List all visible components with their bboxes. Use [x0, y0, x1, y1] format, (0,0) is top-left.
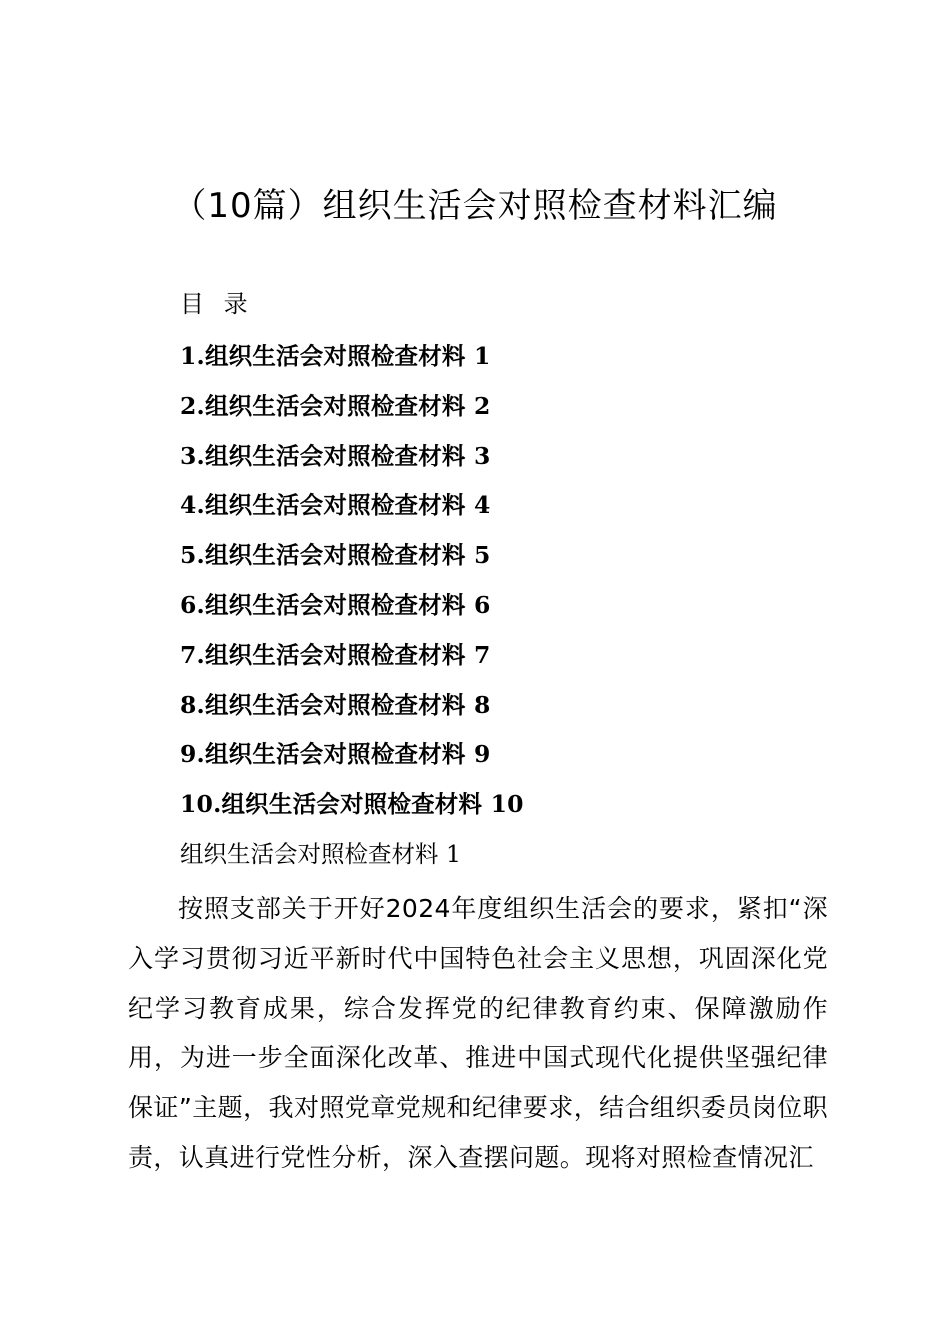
toc-item-number: 6. — [180, 590, 205, 619]
toc-item[interactable] — [180, 386, 524, 436]
toc-item-number: 5. — [180, 541, 205, 570]
toc-item-index: 7 — [474, 640, 491, 669]
toc-item-label: 组织生活会对照检查材料 — [204, 690, 466, 719]
toc-item-index: 8 — [474, 690, 491, 719]
toc-item-number: 1. — [180, 342, 205, 370]
toc-item-index: 1 — [474, 342, 491, 370]
toc-item[interactable] — [180, 784, 524, 834]
toc-item-number: 10. — [180, 790, 222, 819]
toc-item-index: 3 — [474, 441, 491, 470]
toc-item[interactable] — [180, 635, 524, 685]
toc-item-index: 10 — [490, 790, 524, 819]
toc-item-index: 2 — [474, 391, 491, 420]
toc-item-label: 组织生活会对照检查材料 — [204, 740, 466, 769]
toc-item-number: 2. — [180, 391, 205, 420]
toc-item-index: 5 — [474, 541, 491, 570]
toc-item[interactable] — [180, 436, 524, 486]
toc-item[interactable] — [180, 685, 524, 735]
toc-item-label: 组织生活会对照检查材料 — [204, 491, 466, 520]
toc-item[interactable] — [180, 336, 524, 386]
toc-item-number: 9. — [180, 740, 205, 769]
toc-item-number: 7. — [180, 640, 205, 669]
table-of-contents — [180, 336, 524, 834]
toc-heading: 目 录 — [180, 290, 254, 318]
toc-item-label: 组织生活会对照检查材料 — [204, 342, 466, 370]
toc-item-number: 3. — [180, 441, 205, 470]
toc-item-number: 4. — [180, 491, 205, 520]
toc-item-index: 4 — [474, 491, 491, 520]
toc-item[interactable] — [180, 535, 524, 585]
section-title — [180, 834, 461, 874]
body-paragraph: 按照支部关于开好2024年度组织生活会的要求，紧扣“深入学习贯彻习近平新时代中国特色社会主义思想，巩固深化党纪学习教育成果，综合发挥党的纪律教育约束、保障激励作用，为进一步全面深化改革、推进中国式现代化提供坚强纪律保证”主题，我对照党章党规和纪律要求，结合组织委员岗位职责，认真进行党性分析，深入查摆问题。现将对照检查情况汇 — [128, 894, 828, 1172]
document-title: （10篇）组织生活会对照检查材料汇编 — [172, 186, 778, 226]
toc-item-number: 8. — [180, 690, 205, 719]
toc-item-label: 组织生活会对照检查材料 — [204, 441, 466, 470]
section-title-label: 组织生活会对照检查材料 — [180, 840, 439, 868]
toc-item-label: 组织生活会对照检查材料 — [221, 790, 483, 819]
toc-item[interactable] — [180, 585, 524, 635]
toc-item-label: 组织生活会对照检查材料 — [204, 541, 466, 570]
toc-item-label: 组织生活会对照检查材料 — [204, 640, 466, 669]
toc-item[interactable] — [180, 485, 524, 535]
toc-item-label: 组织生活会对照检查材料 — [204, 590, 466, 619]
section-title-index: 1 — [445, 840, 461, 868]
toc-item-index: 6 — [474, 590, 491, 619]
toc-item-label: 组织生活会对照检查材料 — [204, 391, 466, 420]
toc-item-index: 9 — [474, 740, 491, 769]
toc-item[interactable] — [180, 734, 524, 784]
